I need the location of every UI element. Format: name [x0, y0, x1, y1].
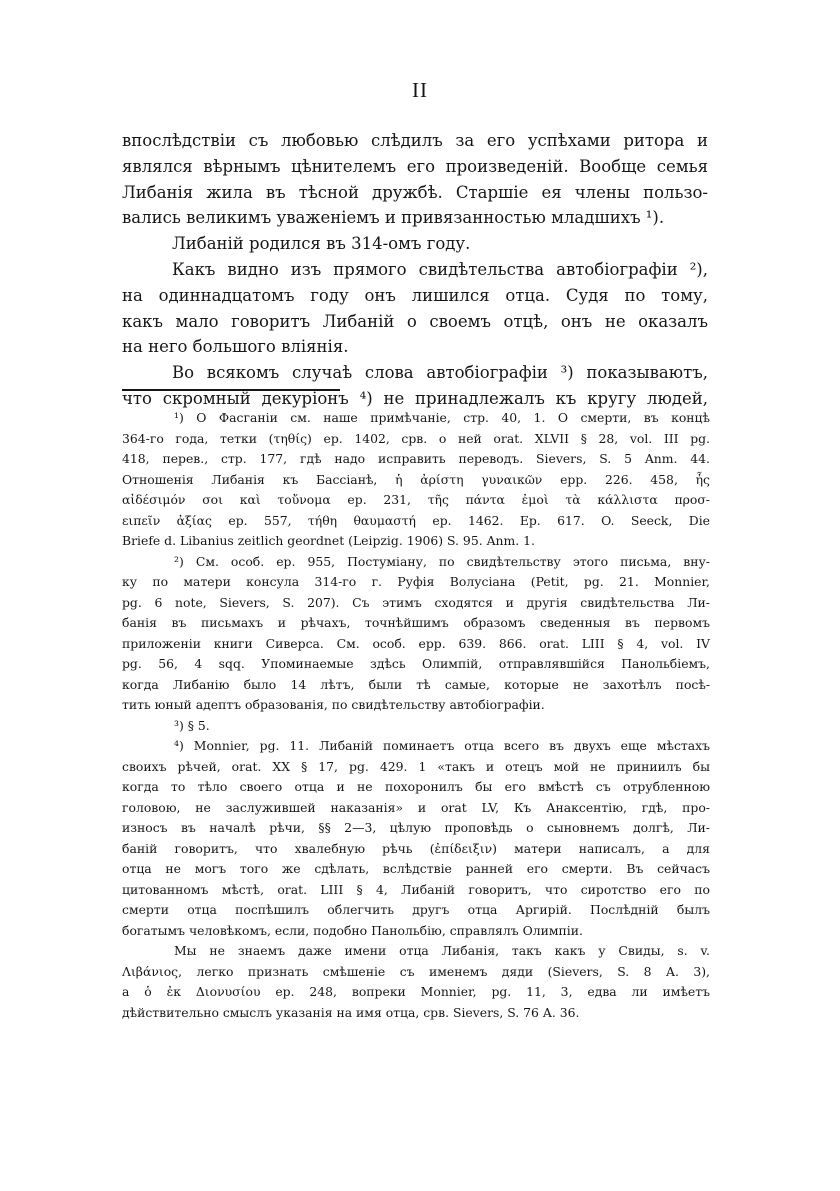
main-text — [122, 128, 708, 412]
text-line: впослѣдствіи съ любовью слѣдилъ за его успѣхами ритора и — [122, 131, 708, 150]
text-line: какъ мало говоритъ Либаній о своемъ отцѣ, онъ не оказалъ — [122, 311, 708, 331]
footnote-line: дѣйствительно смыслъ указанія на имя отца, срв. Sievers, S. 76 A. 36. — [122, 1004, 580, 1020]
text-line: что скромный декуріонъ ⁴) не принадлежалъ къ кругу людей, — [122, 388, 708, 408]
footnote-line: когда Либанію было 14 лѣтъ, были тѣ самые, которые не захотѣлъ посѣ- — [122, 676, 710, 692]
text-line: вались великимъ уваженіемъ и привязанностью младшихъ ¹). — [122, 208, 665, 228]
footnote-line: банія въ письмахъ и рѣчахъ, точнѣйшимъ образомъ сведенныя въ первомъ — [122, 615, 710, 630]
footnote-line: а ὁ ἐκ Διονυσίου ер. 248, вопреки Monnier, pg. 11, 3, едва ли имѣетъ — [122, 984, 710, 999]
footnote-line: ³) § 5. — [174, 717, 210, 733]
text-line: на него большого вліянія. — [122, 337, 349, 357]
footnotes — [122, 408, 710, 1023]
footnote-line: цитованномъ мѣстѣ, orat. LIII § 4, Либаній говоритъ, что сиротство его по — [122, 881, 710, 897]
footnote-line: ²) См. особ. ер. 955, Постуміану, по свидѣтельству этого письма, вну- — [174, 553, 710, 569]
text-line: Во всякомъ случаѣ слова автобіографіи ³) показываютъ, — [172, 363, 708, 383]
footnote-line: ⁴) Monnier, pg. 11. Либаній поминаетъ отца всего въ двухъ еще мѣстахъ — [174, 738, 710, 753]
footnote-line: ку по матери консула 314-го г. Руфія Волусіана (Petit, pg. 21. Monnier, — [122, 574, 710, 589]
text-line: на одиннадцатомъ году онъ лишился отца. Судя по тому, — [122, 285, 708, 305]
footnote-line: головою, не заслужившей наказанія» и orat LV, Къ Анаксентію, гдѣ, про- — [122, 799, 710, 815]
footnote-line: отца не могъ того же сдѣлать, вслѣдствіе ранней его смерти. Въ сейчасъ — [122, 861, 710, 876]
footnote-line: приложеніи книги Сиверса. См. особ. epp. 639. 866. orat. LIII § 4, vol. IV — [122, 635, 710, 651]
footnote-line: pg. 6 note, Sievers, S. 207). Съ этимъ сходятся и другія свидѣтельства Ли- — [122, 594, 710, 610]
text-line: Какъ видно изъ прямого свидѣтельства автобіографіи ²), — [172, 259, 708, 279]
footnote-line: износъ въ началѣ рѣчи, §§ 2—3, цѣлую проповѣдь о сыновнемъ долгѣ, Ли- — [122, 820, 710, 835]
footnote-divider — [122, 389, 340, 391]
footnote-line: ειπεῖν ἀξίας ер. 557, τήθη θαυμαστή ер. 1462. Ep. 617. O. Seeck, Die — [122, 512, 710, 528]
footnote-line: Briefe d. Libanius zeitlich geordnet (Leipzig. 1906) S. 95. Anm. 1. — [122, 533, 535, 548]
footnote-line: αἰδέσιμόν σοι καὶ τοὔνομα ер. 231, τῆς πάντα ἐμοὶ τὰ κάλλιστα προσ- — [122, 492, 710, 507]
footnote-line: ¹) О Фасганіи см. наше примѣчаніе, стр. 40, 1. О смерти, въ концѣ — [174, 410, 710, 425]
page-number: II — [412, 78, 428, 102]
footnote-line: 364-го года, тетки (τηθίς) ер. 1402, срв. о ней orat. XLVII § 28, vol. III pg. — [122, 430, 710, 446]
footnote-line: смерти отца поспѣшилъ облегчить другъ отца Аргирій. Послѣдній былъ — [122, 902, 710, 917]
footnote-line: богатымъ человѣкомъ, если, подобно Панольбію, справлялъ Олимпіи. — [122, 922, 583, 938]
footnote-line: своихъ рѣчей, orat. XX § 17, pg. 429. 1 «такъ и отецъ мой не приниилъ бы — [122, 758, 710, 774]
footnote-line: 418, перев., стр. 177, гдѣ надо исправить переводъ. Sievers, S. 5 Anm. 44. — [122, 451, 710, 466]
footnote-line: тить юный адептъ образованія, по свидѣтельству автобіографіи. — [122, 697, 545, 712]
footnote-line: когда то тѣло своего отца и не похоронилъ бы его вмѣстѣ съ отрубленною — [122, 779, 710, 794]
footnote-line: Λιβάνιος, легко признать смѣшеніе съ именемъ дяди (Sievers, S. 8 A. 3), — [122, 963, 710, 979]
footnote-line: pg. 56, 4 sqq. Упоминаемые здѣсь Олимпій, отправлявшійся Панольбіемъ, — [122, 656, 710, 671]
text-line: Либанія жила въ тѣсной дружбѣ. Старшіе ея члены пользо- — [122, 182, 708, 202]
footnote-line: баній говоритъ, что хвалебную рѣчь (ἐπίδειξιν) матери написалъ, а для — [122, 840, 710, 856]
text-line: являлся вѣрнымъ цѣнителемъ его произведеній. Вообще семья — [122, 156, 708, 176]
footnote-line: Отношенія Либанія къ Бассіанѣ, ἡ ἀρίστη γυναικῶν epp. 226. 458, ἧς — [122, 471, 710, 487]
text-line: Либаній родился въ 314-омъ году. — [172, 234, 471, 254]
footnote-line: Мы не знаемъ даже имени отца Либанія, такъ какъ у Свиды, s. v. — [174, 943, 710, 958]
